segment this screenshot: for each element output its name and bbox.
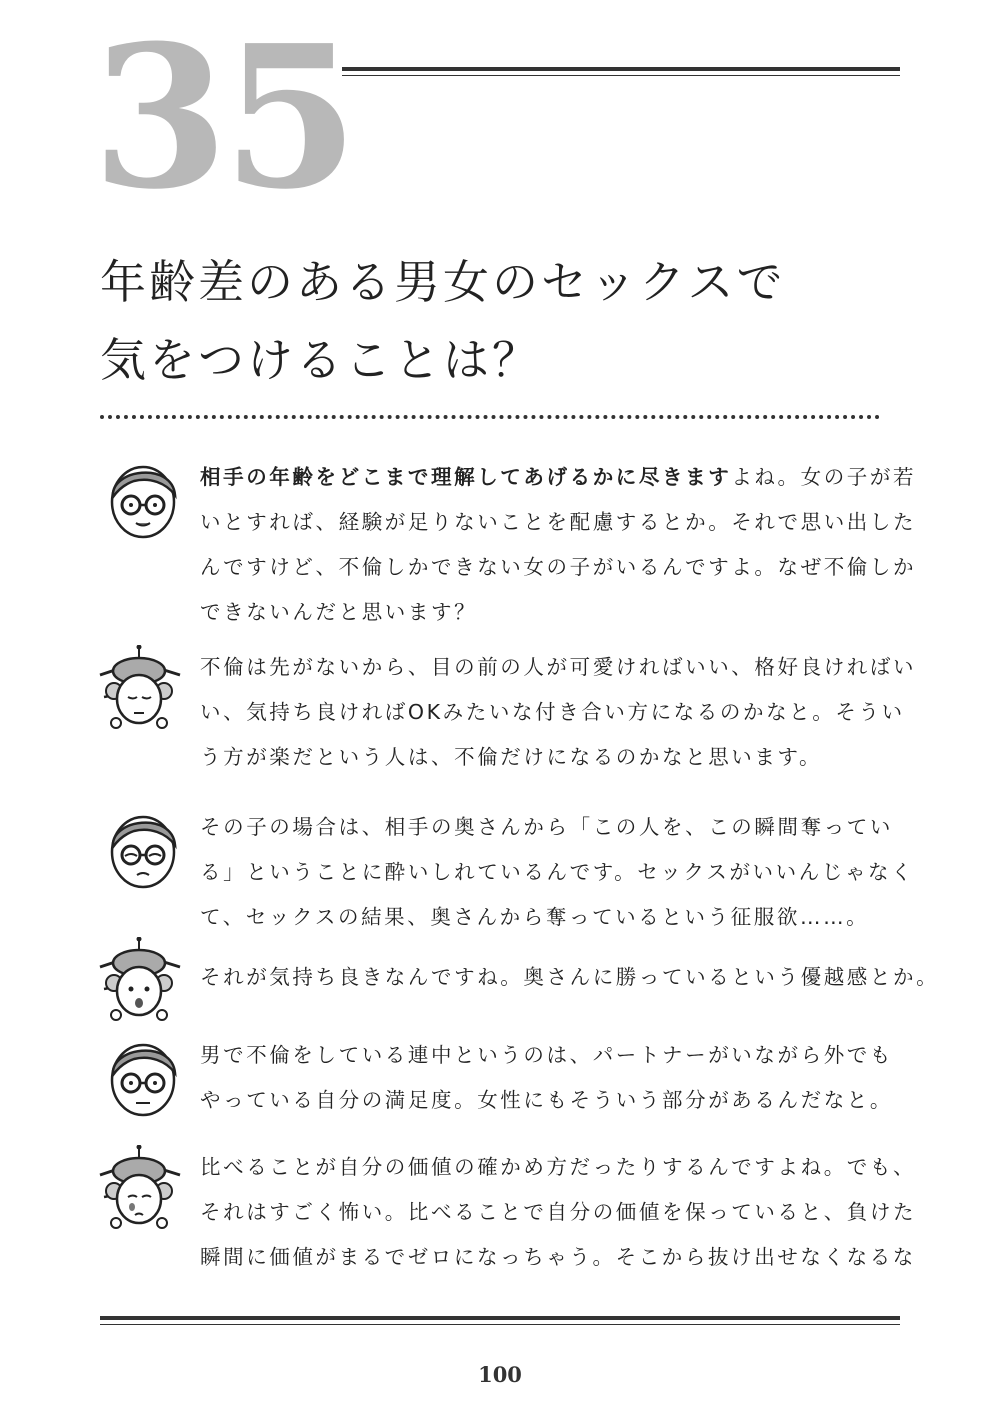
dialogue-text: 相手の年齢をどこまで理解してあげるかに尽きますよね。女の子が若 いとすれば、経験が足りないことを配慮するとか。それで思い出した んですけど、不倫しかできない女の子がいるんですよ。なぜ不倫しか できないんだと思います？ bbox=[200, 465, 917, 624]
dialogue-text: 比べることが自分の価値の確かめ方だったりするんですよね。でも、 それはすごく怖い。比べることで自分の価値を保っていると、負けた 瞬間に価値がまるでゼロになっちゃう。そこから抜け出せなくなるな bbox=[200, 1155, 917, 1269]
page-title bbox=[100, 243, 920, 399]
bold-lead: 相手の年齢をどこまで理解してあげるかに尽きます bbox=[200, 465, 732, 489]
man-with-glasses-icon bbox=[100, 1033, 186, 1119]
dialogue-text: 男で不倫をしている連中というのは、パートナーがいながら外でも やっている自分の満足度。女性にもそういう部分があるんだなと。 bbox=[200, 1043, 893, 1112]
title-line-2: 気をつけることは？ bbox=[100, 333, 541, 387]
man-with-glasses-icon bbox=[100, 805, 186, 891]
dialogue-text: その子の場合は、相手の奥さんから「この人を、この瞬間奪ってい る」ということに酔いしれているんです。セックスがいいんじゃなく て、セックスの結果、奥さんから奪っているという征服欲……。 bbox=[200, 815, 915, 929]
page-number: 100 bbox=[478, 1362, 522, 1387]
top-rule bbox=[342, 67, 900, 76]
woman-with-hairpins-icon bbox=[96, 645, 182, 731]
dotted-divider bbox=[100, 415, 880, 419]
dialogue-text: それが気持ち良きなんですね。奥さんに勝っているという優越感とか。 bbox=[200, 965, 940, 989]
bottom-rule bbox=[100, 1316, 900, 1325]
chapter-number: 35 bbox=[92, 3, 353, 233]
dialogue-text: 不倫は先がないから、目の前の人が可愛ければいい、格好良ければい い、気持ち良ければOKみたいな付き合い方になるのかなと。そうい う方が楽だという人は、不倫だけになるのかなと思います。 bbox=[200, 655, 917, 769]
woman-with-hairpins-icon bbox=[96, 1145, 182, 1231]
title-line-1: 年齢差のある男女のセックスで bbox=[100, 255, 786, 309]
man-with-glasses-icon bbox=[100, 455, 186, 541]
woman-with-hairpins-icon bbox=[96, 937, 182, 1023]
